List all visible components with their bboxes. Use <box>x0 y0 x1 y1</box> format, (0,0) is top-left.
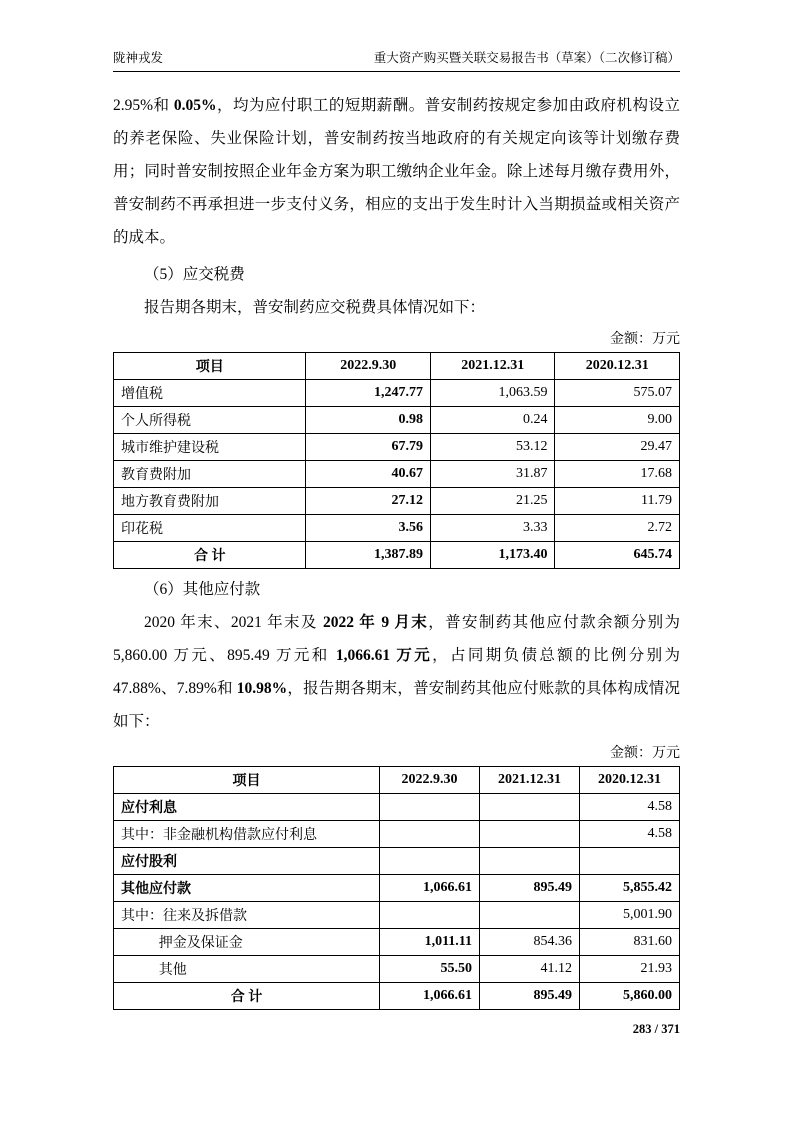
text-segment: 0.05% <box>173 97 217 114</box>
value-cell: 645.74 <box>555 542 680 569</box>
row-label: 其中：往来及拆借款 <box>114 902 380 929</box>
table-row <box>114 794 680 821</box>
value-cell: 40.67 <box>306 461 431 488</box>
value-cell: 0.98 <box>306 407 431 434</box>
row-label: 增值税 <box>114 380 306 407</box>
table-row <box>114 983 680 1010</box>
value-cell: 1,247.77 <box>306 380 431 407</box>
table-header-row <box>114 353 680 380</box>
page-header <box>113 48 680 72</box>
value-cell: 31.87 <box>430 461 555 488</box>
column-header: 2021.12.31 <box>430 353 555 380</box>
header-report-title: 重大资产购买暨关联交易报告书（草案）（二次修订稿） <box>373 51 680 65</box>
other-payables-table <box>113 766 680 1010</box>
row-label: 个人所得税 <box>114 407 306 434</box>
value-cell: 29.47 <box>555 434 680 461</box>
value-cell <box>480 821 580 848</box>
value-cell: 41.12 <box>480 956 580 983</box>
value-cell: 895.49 <box>480 983 580 1010</box>
table-row <box>114 875 680 902</box>
value-cell <box>480 848 580 875</box>
row-label: 押金及保证金 <box>114 929 380 956</box>
value-cell: 5,001.90 <box>580 902 680 929</box>
value-cell: 575.07 <box>555 380 680 407</box>
column-header: 2022.9.30 <box>306 353 431 380</box>
paragraph-salary-pension <box>113 89 680 254</box>
value-cell: 3.33 <box>430 515 555 542</box>
value-cell: 1,063.59 <box>430 380 555 407</box>
section-6-title: （6）其他应付款 <box>144 581 261 598</box>
table-row <box>114 461 680 488</box>
value-cell: 53.12 <box>430 434 555 461</box>
value-cell <box>380 794 480 821</box>
text-segment: 2020 年末、2021 年末及 <box>144 614 324 631</box>
row-label: 其他应付款 <box>114 875 380 902</box>
row-label: 合 计 <box>114 542 306 569</box>
text-segment: ，报告期各期末，普安制药其他应付账款的具体构成情况如下： <box>113 680 680 730</box>
value-cell: 854.36 <box>480 929 580 956</box>
value-cell <box>580 848 680 875</box>
page-number: 283 / 371 <box>632 1022 680 1036</box>
value-cell <box>380 848 480 875</box>
column-header: 项目 <box>114 767 380 794</box>
section-5-title: （5）应交税费 <box>144 266 245 283</box>
column-header: 2022.9.30 <box>380 767 480 794</box>
text-segment: ，普安制药其他应付款余额分别为 5,860.00 万元、895.49 万元和 <box>113 614 680 664</box>
table-row <box>114 542 680 569</box>
value-cell: 895.49 <box>480 875 580 902</box>
row-label: 其中：非金融机构借款应付利息 <box>114 821 380 848</box>
value-cell: 1,066.61 <box>380 983 480 1010</box>
paragraph-tax-intro: 报告期各期末，普安制药应交税费具体情况如下： <box>144 299 486 316</box>
table-row <box>114 848 680 875</box>
table-row <box>114 434 680 461</box>
column-header: 2020.12.31 <box>580 767 680 794</box>
value-cell: 4.58 <box>580 821 680 848</box>
table-row <box>114 929 680 956</box>
value-cell: 4.58 <box>580 794 680 821</box>
value-cell: 1,387.89 <box>306 542 431 569</box>
row-label: 其他 <box>114 956 380 983</box>
row-label: 合 计 <box>114 983 380 1010</box>
text-segment: 2022 年 9 月末 <box>323 614 429 631</box>
value-cell: 1,173.40 <box>430 542 555 569</box>
value-cell: 5,860.00 <box>580 983 680 1010</box>
value-cell: 0.24 <box>430 407 555 434</box>
value-cell: 2.72 <box>555 515 680 542</box>
value-cell: 831.60 <box>580 929 680 956</box>
text-segment: ，均为应付职工的短期薪酬。普安制药按规定参加由政府机构设立的养老保险、失业保险计划，普安制药按当地政府的有关规定向该等计划缴存费用；同时普安制按照企业年金方案为职工缴纳企业年金。除上述每月缴存费用外，普安制药不再承担进一步支付义务，相应的支出于发生时计入当期损益或相关资产的成本。 <box>113 97 680 246</box>
value-cell: 21.25 <box>430 488 555 515</box>
value-cell: 27.12 <box>306 488 431 515</box>
value-cell <box>480 902 580 929</box>
table-row <box>114 902 680 929</box>
row-label: 教育费附加 <box>114 461 306 488</box>
row-label: 地方教育费附加 <box>114 488 306 515</box>
value-cell: 1,011.11 <box>380 929 480 956</box>
value-cell: 11.79 <box>555 488 680 515</box>
table-row <box>114 380 680 407</box>
row-label: 应付利息 <box>114 794 380 821</box>
unit-label-1: 金额：万元 <box>610 332 680 347</box>
value-cell <box>380 902 480 929</box>
column-header: 2020.12.31 <box>555 353 680 380</box>
table-row <box>114 956 680 983</box>
value-cell <box>480 794 580 821</box>
value-cell: 9.00 <box>555 407 680 434</box>
header-company-name: 陇神戎发 <box>113 51 164 65</box>
table-row <box>114 821 680 848</box>
row-label: 城市维护建设税 <box>114 434 306 461</box>
unit-label-2: 金额：万元 <box>610 746 680 761</box>
paragraph-other-payables-intro <box>113 606 680 738</box>
text-segment: ，占同期负债总额的比例分别为 47.88%、7.89%和 <box>113 647 680 697</box>
value-cell <box>380 821 480 848</box>
value-cell: 1,066.61 <box>380 875 480 902</box>
value-cell: 55.50 <box>380 956 480 983</box>
value-cell: 21.93 <box>580 956 680 983</box>
column-header: 项目 <box>114 353 306 380</box>
tax-payable-table <box>113 352 680 569</box>
value-cell: 67.79 <box>306 434 431 461</box>
value-cell: 17.68 <box>555 461 680 488</box>
row-label: 应付股利 <box>114 848 380 875</box>
text-segment: 1,066.61 万元 <box>335 647 433 664</box>
table-row <box>114 515 680 542</box>
table-row <box>114 407 680 434</box>
column-header: 2021.12.31 <box>480 767 580 794</box>
value-cell: 3.56 <box>306 515 431 542</box>
value-cell: 5,855.42 <box>580 875 680 902</box>
table-row <box>114 488 680 515</box>
row-label: 印花税 <box>114 515 306 542</box>
text-segment: 10.98% <box>236 680 288 697</box>
text-segment: 2.95%和 <box>113 97 174 114</box>
table-header-row <box>114 767 680 794</box>
